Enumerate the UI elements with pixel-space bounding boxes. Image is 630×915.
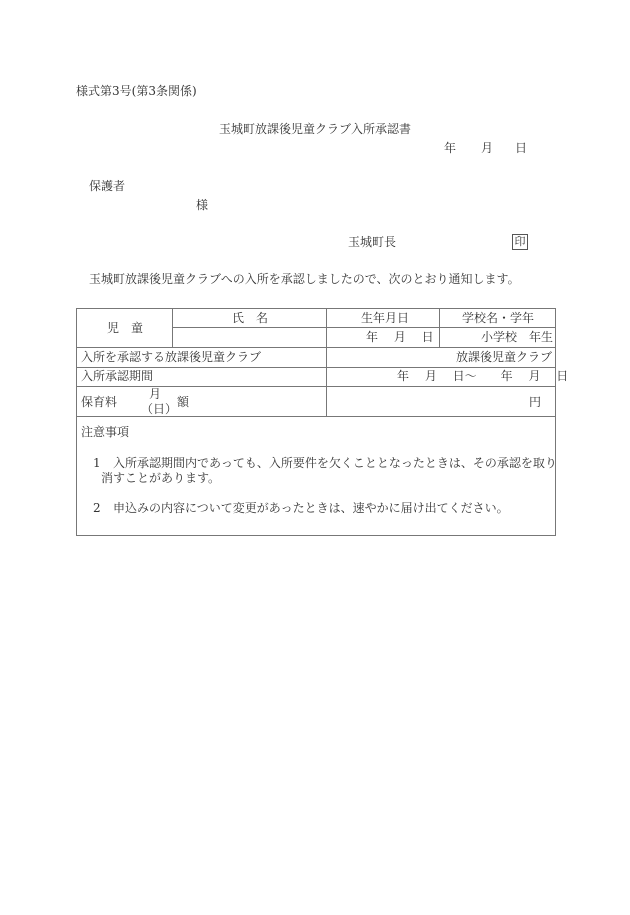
note-1-text-cont: 消すことがあります。 bbox=[101, 471, 221, 485]
birthdate-header: 生年月日 bbox=[361, 311, 410, 325]
birthdate-field[interactable]: 年 月 日 bbox=[366, 330, 434, 344]
name-header: 氏 名 bbox=[232, 311, 269, 325]
note-1-text: 入所承認期間内であっても、入所要件を欠くこととなったときは、その承認を取り bbox=[113, 456, 557, 470]
honorific-sama: 様 bbox=[196, 198, 209, 212]
period-label: 入所承認期間 bbox=[81, 369, 154, 383]
period-field[interactable]: 年 月 日～ 年 月 日 bbox=[397, 369, 569, 383]
child-name-field[interactable] bbox=[173, 328, 326, 347]
date-month-label: 月 bbox=[481, 141, 494, 155]
date-year-label: 年 bbox=[444, 141, 457, 155]
guardian-label: 保護者 bbox=[89, 179, 126, 193]
seal-mark: 印 bbox=[512, 234, 528, 250]
fee-month-label: 月 bbox=[149, 387, 162, 401]
note-2-text: 申込みの内容について変更があったときは、速やかに届け出てください。 bbox=[113, 501, 509, 515]
date-day-label: 日 bbox=[515, 141, 528, 155]
issuer-title: 玉城町長 bbox=[348, 235, 397, 249]
school-grade-field[interactable]: 小学校 年生 bbox=[481, 330, 554, 344]
intro-text: 玉城町放課後児童クラブへの入所を承認しましたので、次のとおり通知します。 bbox=[89, 272, 520, 286]
fee-label: 保育料 bbox=[81, 395, 118, 409]
fee-day-label: （日） bbox=[141, 402, 178, 416]
club-label: 入所を承認する放課後児童クラブ bbox=[81, 350, 262, 364]
note-1-number: 1 bbox=[93, 456, 101, 470]
form-number: 様式第3号(第3条関係) bbox=[76, 84, 197, 98]
document-title: 玉城町放課後児童クラブ入所承認書 bbox=[219, 122, 412, 136]
fee-field[interactable]: 円 bbox=[529, 395, 542, 409]
fee-amount-label: 額 bbox=[177, 395, 190, 409]
club-field[interactable]: 放課後児童クラブ bbox=[456, 350, 553, 364]
child-label: 児 童 bbox=[107, 321, 144, 335]
notes-heading: 注意事項 bbox=[81, 425, 130, 439]
approval-table bbox=[76, 308, 569, 536]
note-2-number: 2 bbox=[93, 501, 101, 515]
school-header: 学校名・学年 bbox=[462, 311, 535, 325]
